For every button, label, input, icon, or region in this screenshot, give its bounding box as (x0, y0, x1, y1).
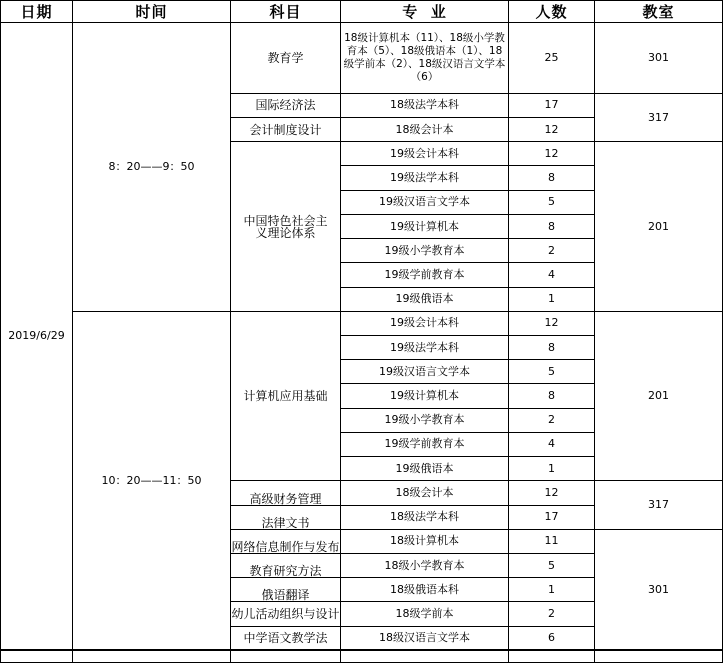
count-cell[interactable]: 2 (509, 239, 595, 263)
count-cell[interactable]: 12 (509, 311, 595, 335)
major-cell[interactable]: 19级俄语本 (341, 287, 509, 311)
major-cell[interactable]: 19级小学教育本 (341, 239, 509, 263)
major-cell[interactable]: 18级会计本 (341, 118, 509, 142)
major-cell[interactable]: 19级俄语本 (341, 457, 509, 481)
major-cell[interactable]: 19级汉语言文学本 (341, 190, 509, 214)
count-cell[interactable]: 4 (509, 263, 595, 287)
major-cell[interactable]: 19级法学本科 (341, 336, 509, 360)
partial-next-row (1, 650, 723, 662)
major-cell[interactable]: 19级学前教育本 (341, 432, 509, 456)
subject-cell[interactable]: 法律文书 (231, 505, 341, 529)
count-cell[interactable]: 8 (509, 166, 595, 190)
header-time[interactable]: 时间 (73, 1, 231, 23)
count-cell[interactable]: 2 (509, 408, 595, 432)
room-cell[interactable]: 301 (595, 23, 723, 94)
subject-cell[interactable]: 高级财务管理 (231, 481, 341, 505)
room-cell[interactable]: 201 (595, 311, 723, 481)
room-cell[interactable]: 317 (595, 481, 723, 529)
count-cell[interactable]: 6 (509, 626, 595, 650)
major-cell[interactable]: 19级会计本科 (341, 311, 509, 335)
count-cell[interactable]: 5 (509, 360, 595, 384)
major-cell[interactable]: 19级法学本科 (341, 166, 509, 190)
header-subject[interactable]: 科目 (231, 1, 341, 23)
subject-cell[interactable]: 中学语文教学法 (231, 626, 341, 650)
empty-cell[interactable] (509, 650, 595, 662)
count-cell[interactable]: 8 (509, 214, 595, 238)
subject-cell[interactable]: 网络信息制作与发布 (231, 529, 341, 553)
count-cell[interactable]: 2 (509, 602, 595, 626)
subject-cell[interactable]: 计算机应用基础 (231, 311, 341, 481)
count-cell[interactable]: 1 (509, 457, 595, 481)
count-cell[interactable]: 1 (509, 578, 595, 602)
header-date[interactable]: 日期 (1, 1, 73, 23)
room-cell[interactable]: 301 (595, 529, 723, 650)
count-cell[interactable]: 1 (509, 287, 595, 311)
empty-cell[interactable] (1, 650, 73, 662)
time-slot-2[interactable]: 10：20——11：50 (73, 311, 231, 650)
major-cell[interactable]: 18级法学本科 (341, 505, 509, 529)
empty-cell[interactable] (595, 650, 723, 662)
table-row (1, 23, 723, 94)
major-cell[interactable]: 19级汉语言文学本 (341, 360, 509, 384)
major-cell[interactable]: 18级会计本 (341, 481, 509, 505)
header-room[interactable]: 教室 (595, 1, 723, 23)
major-cell[interactable]: 19级小学教育本 (341, 408, 509, 432)
count-cell[interactable]: 12 (509, 142, 595, 166)
count-cell[interactable]: 8 (509, 336, 595, 360)
room-cell[interactable]: 201 (595, 142, 723, 312)
count-cell[interactable]: 12 (509, 481, 595, 505)
major-cell[interactable]: 19级学前教育本 (341, 263, 509, 287)
count-cell[interactable]: 17 (509, 93, 595, 117)
count-cell[interactable]: 25 (509, 23, 595, 94)
subject-cell[interactable]: 教育研究方法 (231, 553, 341, 577)
date-cell[interactable]: 2019/6/29 (1, 23, 73, 651)
time-slot-1[interactable]: 8：20——9：50 (73, 23, 231, 312)
major-cell[interactable]: 19级计算机本 (341, 384, 509, 408)
subject-cell[interactable]: 俄语翻译 (231, 578, 341, 602)
major-cell[interactable]: 18级汉语言文学本 (341, 626, 509, 650)
major-cell[interactable]: 18级计算机本（11）、18级小学教育本（5）、18级俄语本（1）、18级学前本（2）、18级汉语言文学本（6） (341, 23, 509, 94)
table-row (1, 311, 723, 335)
subject-cell[interactable]: 教育学 (231, 23, 341, 94)
count-cell[interactable]: 12 (509, 118, 595, 142)
major-cell[interactable]: 18级法学本科 (341, 93, 509, 117)
subject-cell[interactable]: 国际经济法 (231, 93, 341, 117)
header-row (1, 1, 723, 23)
subject-cell[interactable]: 会计制度设计 (231, 118, 341, 142)
subject-cell[interactable]: 幼儿活动组织与设计 (231, 602, 341, 626)
empty-cell[interactable] (231, 650, 341, 662)
major-cell[interactable]: 18级俄语本科 (341, 578, 509, 602)
subject-cell[interactable]: 中国特色社会主义理论体系 (231, 142, 341, 312)
major-cell[interactable]: 18级计算机本 (341, 529, 509, 553)
count-cell[interactable]: 5 (509, 190, 595, 214)
major-cell[interactable]: 18级学前本 (341, 602, 509, 626)
empty-cell[interactable] (73, 650, 231, 662)
major-cell[interactable]: 19级会计本科 (341, 142, 509, 166)
major-cell[interactable]: 19级计算机本 (341, 214, 509, 238)
header-count[interactable]: 人数 (509, 1, 595, 23)
count-cell[interactable]: 5 (509, 553, 595, 577)
count-cell[interactable]: 17 (509, 505, 595, 529)
count-cell[interactable]: 4 (509, 432, 595, 456)
major-cell[interactable]: 18级小学教育本 (341, 553, 509, 577)
count-cell[interactable]: 8 (509, 384, 595, 408)
room-cell[interactable]: 317 (595, 93, 723, 141)
empty-cell[interactable] (341, 650, 509, 662)
count-cell[interactable]: 11 (509, 529, 595, 553)
header-major[interactable]: 专 业 (341, 1, 509, 23)
